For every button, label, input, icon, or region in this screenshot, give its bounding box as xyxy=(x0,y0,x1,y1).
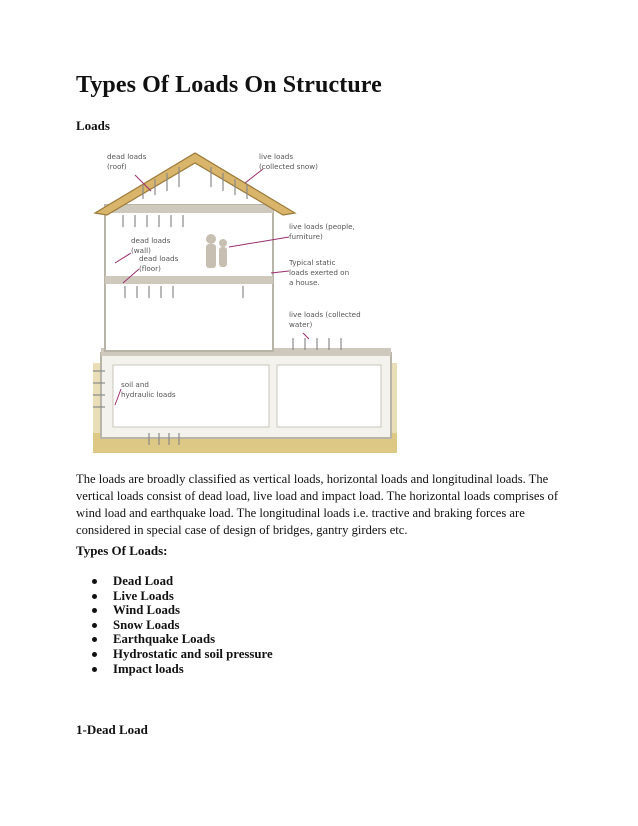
section-subtitle: Loads xyxy=(76,118,110,133)
intro-paragraph xyxy=(76,471,568,539)
label-soil: soil and xyxy=(121,380,149,389)
label-live-water-sub: water) xyxy=(289,320,313,329)
paragraph-line: considered in special case of design of bridges, gantry girders etc. xyxy=(76,523,408,537)
list-item xyxy=(92,618,273,633)
list-item xyxy=(92,574,273,589)
label-live-snow: live loads xyxy=(259,152,294,161)
label-live-people-sub: furniture) xyxy=(289,232,323,241)
label-dead-wall-sub: (wall) xyxy=(131,246,151,255)
bullet-icon xyxy=(92,594,97,599)
list-item xyxy=(92,647,273,662)
attic-floor-slab xyxy=(105,205,273,213)
label-soil-sub: hydraulic loads xyxy=(121,390,176,399)
label-live-people: live loads (people, xyxy=(289,222,355,231)
label-static-2: loads exerted on xyxy=(289,268,350,277)
bullet-icon xyxy=(92,667,97,672)
list-item xyxy=(92,589,273,604)
label-dead-roof-sub: (roof) xyxy=(107,162,127,171)
paragraph-line: wind load and earthquake load. The longitudinal loads i.e. tractive and braking forces are xyxy=(76,506,525,520)
bullet-icon xyxy=(92,608,97,613)
house-loads-diagram xyxy=(93,143,397,453)
label-static-1: Typical static xyxy=(289,258,336,267)
list-item-label: Live Loads xyxy=(113,588,174,603)
list-item-label: Snow Loads xyxy=(113,617,180,632)
list-item-label: Impact loads xyxy=(113,661,184,676)
list-item xyxy=(92,632,273,647)
label-dead-floor: dead loads xyxy=(139,254,179,263)
label-dead-floor-sub: (floor) xyxy=(139,264,161,273)
types-heading: Types Of Loads: xyxy=(76,543,168,558)
list-item-label: Earthquake Loads xyxy=(113,632,216,647)
types-list xyxy=(92,574,273,676)
list-item xyxy=(92,603,273,618)
paragraph-line: The loads are broadly classified as vertical loads, horizontal loads and longitudinal loads. The xyxy=(76,472,549,486)
list-item-label: Wind Loads xyxy=(113,603,180,618)
label-dead-roof: dead loads xyxy=(107,152,147,161)
bullet-icon xyxy=(92,652,97,657)
bullet-icon xyxy=(92,623,97,628)
section-heading-dead-load: 1-Dead Load xyxy=(76,722,148,737)
label-dead-wall: dead loads xyxy=(131,236,171,245)
label-live-water: live loads (collected xyxy=(289,310,361,319)
bullet-icon xyxy=(92,637,97,642)
label-live-snow-sub: (collected snow) xyxy=(259,162,318,171)
label-static-3: a house. xyxy=(289,278,320,287)
list-item xyxy=(92,662,273,677)
paragraph-line: vertical loads consist of dead load, live load and impact load. The horizontal loads comprises of xyxy=(76,489,559,503)
basement-room-right xyxy=(277,365,381,427)
bullet-icon xyxy=(92,579,97,584)
page-title: Types Of Loads On Structure xyxy=(76,72,382,98)
house-loads-illustration xyxy=(93,143,397,453)
list-item-label: Hydrostatic and soil pressure xyxy=(113,646,273,661)
list-item-label: Dead Load xyxy=(113,574,174,588)
